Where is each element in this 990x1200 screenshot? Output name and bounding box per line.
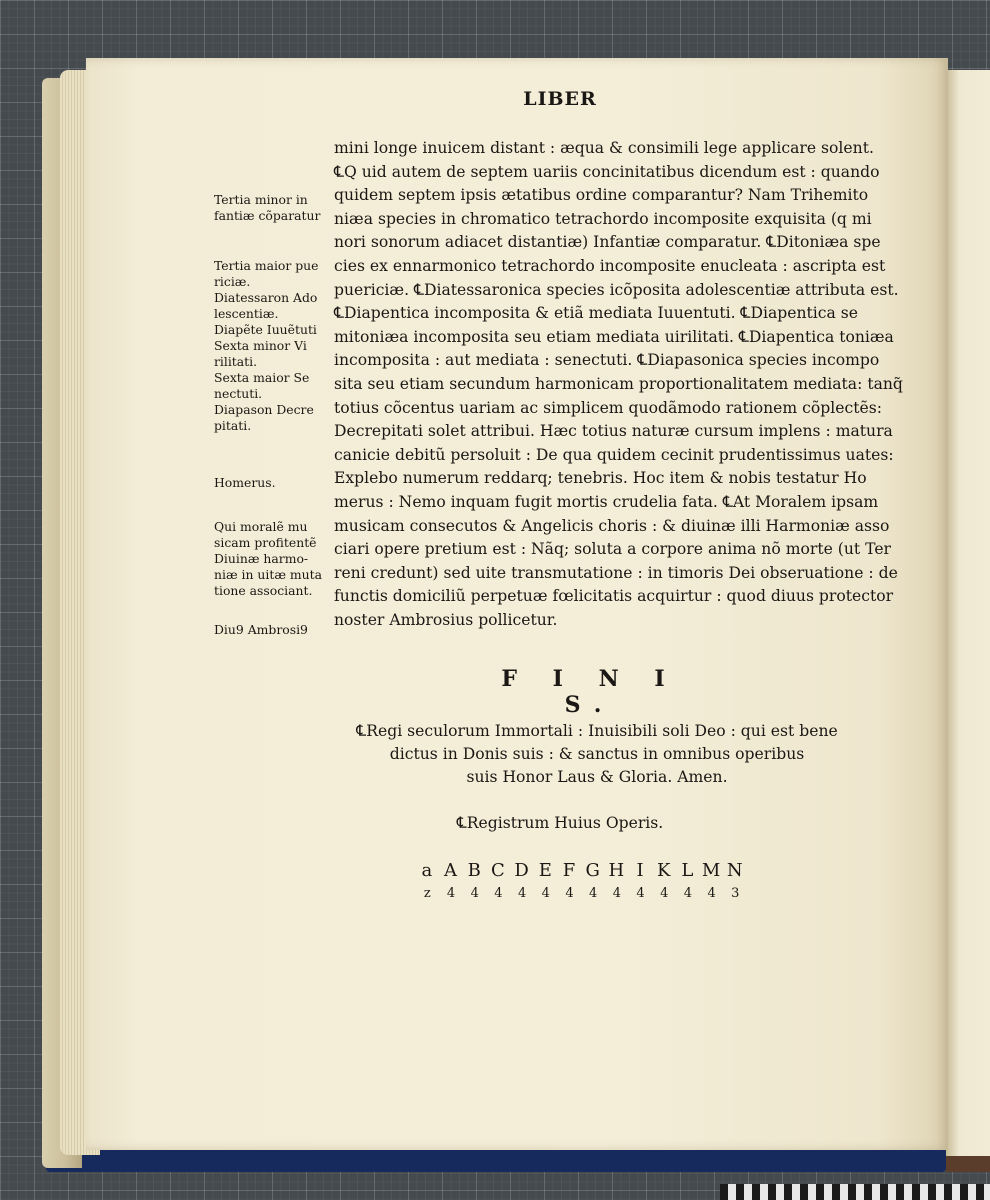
facing-page-binding: [946, 1156, 990, 1172]
margin-note: [214, 622, 308, 638]
text-line: canicie debitũ persoluit : De qua quidem cecinit prudentissimus uates:: [334, 445, 894, 464]
margin-note-line: rilitati.: [214, 354, 258, 369]
main-text-block: [334, 137, 903, 632]
text-line: merus : Nemo inquam fugit mortis crudelia fata. ℄At Moralem ipsam: [334, 492, 879, 511]
margin-note-line: nectuti.: [214, 386, 263, 401]
text-line: niæa species in chromatico tetrachordo incomposite exquisita (q mi: [334, 209, 872, 228]
text-line: ℄Diapentica incomposita & etiã mediata Iuuentuti. ℄Diapentica se: [334, 304, 859, 323]
margin-note: [214, 258, 319, 434]
text-line: functis domiciliũ perpetuæ fœlicitatis acquirtur : quod diuus protector: [334, 587, 894, 606]
register-count: 3: [731, 886, 741, 901]
facing-page: [946, 70, 990, 1160]
text-line: ciari opere pretium est : Nãq; soluta a corpore anima nõ morte (ut Ter: [334, 540, 891, 559]
register-count: 4: [589, 886, 599, 901]
margin-note-line: lescentiæ.: [214, 306, 279, 321]
register-counts: [416, 886, 776, 901]
margin-note-line: Diu9 Ambrosi9: [214, 622, 308, 637]
register-count: 4: [660, 886, 670, 901]
register-count: 4: [683, 886, 694, 901]
margin-note-line: riciæ.: [214, 274, 251, 289]
margin-note-line: sicam profitentẽ: [214, 535, 317, 550]
margin-note: [214, 475, 276, 491]
margin-note-line: pitati.: [214, 418, 252, 433]
margin-note-line: Diapason Decre: [214, 402, 314, 417]
margin-note: [214, 192, 320, 224]
closing-line: ℄Regi seculorum Immortali : Inuisibili soli Deo : qui est bene: [356, 722, 838, 740]
margin-note: [214, 519, 322, 599]
register-count: 4: [517, 886, 528, 901]
register-count: 4: [446, 886, 457, 901]
register-letter: F: [562, 860, 578, 881]
register-letter: C: [491, 860, 507, 881]
register-count: 4: [470, 886, 480, 901]
margin-note-line: Diatessaron Ado: [214, 290, 318, 305]
text-line: puericiæ. ℄Diatessaronica species icõposita adolescentiæ attributa est.: [334, 280, 899, 299]
closing-line: suis Honor Laus & Gloria. Amen.: [466, 768, 728, 786]
text-line: incomposita : aut mediata : senectuti. ℄Diapasonica species incompo: [334, 351, 880, 370]
text-line: mitoniæa incomposita seu etiam mediata uirilitati. ℄Diapentica toniæa: [334, 327, 894, 346]
register-letter: D: [514, 860, 531, 881]
color-scale-bar: [720, 1184, 990, 1200]
register-letter: N: [726, 860, 745, 881]
margin-note-line: Tertia maior pue: [214, 258, 319, 273]
margin-note-line: Diapẽte Iuuẽtuti: [214, 322, 317, 337]
closing-line: dictus in Donis suis : & sanctus in omnibus operibus: [389, 745, 805, 763]
text-line: mini longe inuicem distant : æqua & consimili lege applicare solent.: [334, 139, 874, 157]
register-letter: L: [681, 860, 696, 881]
text-line: totius cõcentus uariam ac simplicem quodãmodo rationem cõplectẽs:: [334, 398, 882, 417]
register-letter: I: [636, 860, 646, 881]
text-line: sita seu etiam secundum harmonicam proportionalitatem mediata: tanq̃: [334, 374, 903, 393]
margin-note-line: fantiæ cõparatur: [214, 208, 321, 223]
register-count: 4: [565, 886, 575, 901]
register-letter: A: [444, 860, 460, 881]
register-count: 4: [707, 886, 717, 901]
register-letter: K: [656, 860, 673, 881]
register-count: 4: [636, 886, 646, 901]
text-line: cies ex ennarmonico tetrachordo incomposite enucleata : ascripta est: [334, 256, 886, 275]
register-letter: B: [467, 860, 483, 881]
register-letter: E: [538, 860, 554, 881]
text-line: quidem septem ipsis ætatibus ordine comparantur? Nam Trihemito: [334, 186, 869, 205]
register-count: 4: [541, 886, 551, 901]
text-line: Decrepitati solet attribui. Hæc totius naturæ cursum implens : matura: [334, 422, 893, 441]
register-letter: M: [701, 860, 723, 881]
register-letter: G: [585, 860, 602, 881]
running-title: LIBER: [523, 88, 597, 110]
margin-note-line: Homerus.: [214, 475, 276, 490]
register-letter: a: [421, 860, 435, 881]
text-line: ℄Q uid autem de septem uariis concinitatibus dicendum est : quando: [334, 162, 880, 181]
margin-note-line: Qui moralẽ mu: [214, 519, 308, 534]
margin-note-line: Sexta maior Se: [214, 370, 310, 385]
finis-heading: F I N I S.: [501, 666, 679, 718]
text-line: Explebo numerum reddarq; tenebris. Hoc item & nobis testatur Ho: [334, 469, 867, 488]
register-letters: [416, 860, 776, 881]
margin-note-line: niæ in uitæ muta: [214, 567, 323, 582]
register-count: 4: [494, 886, 504, 901]
text-line: noster Ambrosius pollicetur.: [334, 610, 558, 629]
text-line: reni credunt) sed uite transmutatione : in timoris Dei obseruatione : de: [334, 563, 898, 582]
registrum-heading: ℄Registrum Huius Operis.: [456, 814, 664, 832]
register-count: 4: [612, 886, 622, 901]
text-line: musicam consecutos & Angelicis choris : & diuinæ illi Harmoniæ asso: [334, 516, 890, 535]
margin-note-line: Tertia minor in: [214, 192, 308, 207]
margin-note-line: Diuinæ harmo-: [214, 551, 309, 566]
text-line: nori sonorum adiacet distantiæ) Infantiæ comparatur. ℄Ditoniæa spe: [334, 233, 881, 252]
closing-doxology: [332, 720, 862, 789]
register-letter: H: [608, 860, 627, 881]
margin-note-line: Sexta minor Vi: [214, 338, 307, 353]
register-count: z: [423, 886, 432, 901]
margin-note-line: tione associant.: [214, 583, 313, 598]
